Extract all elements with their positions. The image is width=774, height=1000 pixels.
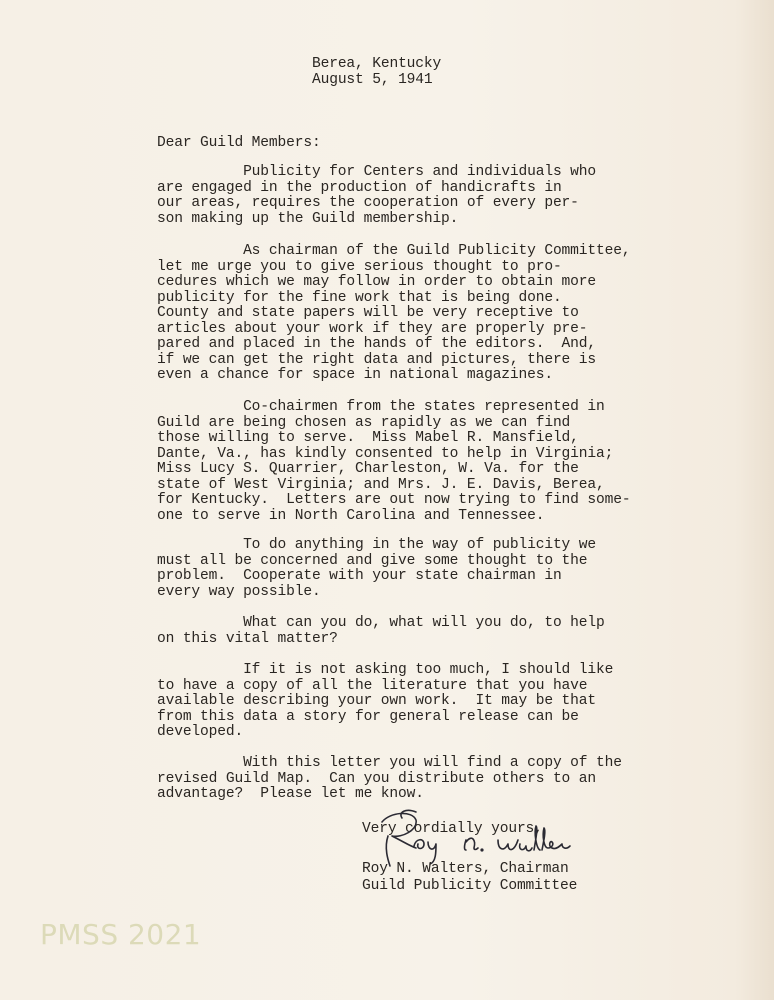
paragraph-4: To do anything in the way of publicity we must all be concerned and give some thought to the problem. Cooperate with your state chairman in every way possible.	[157, 537, 596, 600]
paragraph-3: Co-chairmen from the states represented in Guild are being chosen as rapidly as we can find those willing to serve. Miss Mabel R. Mansfield, Dante, Va., has kindly consented to help in Virginia; Miss Lucy S. Quarrier, Charleston, W. Va. for the state of West Virginia; and Mrs. J. E. Davis, Berea, for Kentucky. Letters are out now trying to find some- one to serve in North Carolina and Tennessee.	[157, 399, 631, 524]
paragraph-5: What can you do, what will you do, to help on this vital matter?	[157, 615, 605, 647]
signer-title: Guild Publicity Committee	[362, 878, 578, 894]
letter-place: Berea, Kentucky	[312, 56, 442, 72]
paragraph-1: Publicity for Centers and individuals who are engaged in the production of handicrafts in our areas, requires the cooperation of every per- son making up the Guild membership.	[157, 164, 596, 227]
closing: Very cordially yours,	[362, 821, 543, 837]
paragraph-7: With this letter you will find a copy of the revised Guild Map. Can you distribute others to an advantage? Please let me know.	[157, 755, 622, 802]
handwritten-signature	[380, 808, 580, 868]
paragraph-6: If it is not asking too much, I should like to have a copy of all the literature that you have available describing your own work. It may be that from this data a story for general release can be developed.	[157, 662, 614, 740]
letter-date: August 5, 1941	[312, 71, 433, 88]
paragraph-2: As chairman of the Guild Publicity Committee, let me urge you to give serious thought to pro- cedures which we may follow in order to obtain more publicity for the fine work that is being done. County and state papers will be very receptive to articles about your work if they are properly pre- pared and placed in the hands of the editors. And, if we can get the right data and pictures, there is even a chance for space in national magazines.	[157, 243, 631, 383]
salutation: Dear Guild Members:	[157, 135, 321, 151]
letter-dateline	[312, 57, 441, 88]
signer-name: Roy N. Walters, Chairman	[362, 861, 569, 877]
archive-watermark: PMSS 2021	[40, 918, 202, 951]
